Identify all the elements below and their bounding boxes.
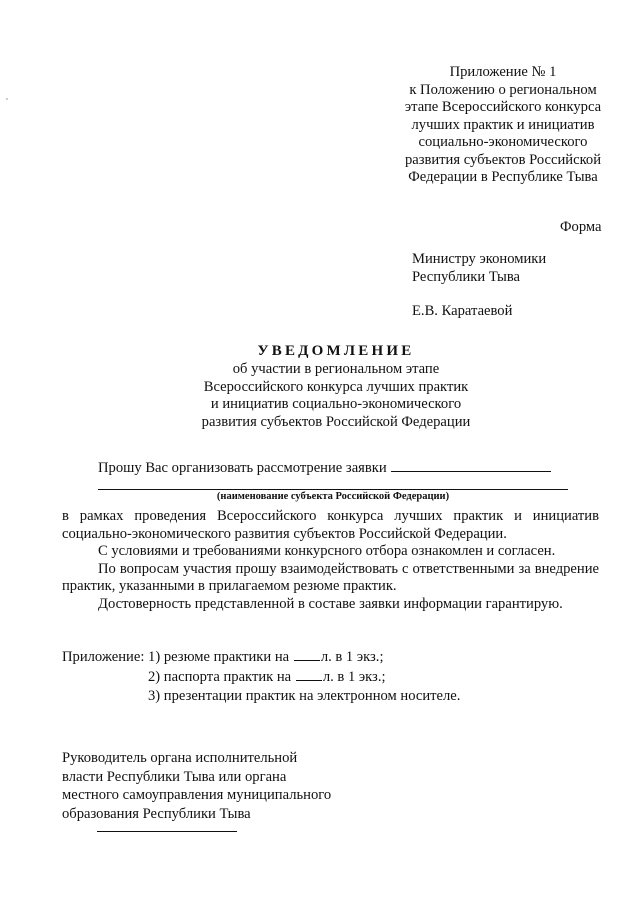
body-paragraph: в рамках проведения Всероссийского конкурса лучших практик и инициатив социально-экономического развития субъектов Российской Федерации. — [62, 508, 599, 542]
title-subline: развития субъектов Российской Федерации — [201, 413, 471, 430]
attachment-text: 3) презентации практик на электронном носителе. — [148, 688, 461, 704]
signer-line: местного самоуправления муниципального — [62, 787, 332, 803]
signer-line: Руководитель органа исполнительной — [62, 750, 298, 766]
notice-body — [62, 508, 599, 613]
appendix-line: к Положению о региональном — [409, 81, 597, 98]
title-subline: об участии в региональном этапе — [232, 361, 440, 377]
addressee-line: Республики Тыва — [412, 268, 521, 285]
request-text: Прошу Вас организовать рассмотрение заявки — [98, 460, 387, 476]
addressee-line: Министру экономики — [412, 251, 547, 267]
attachments-label: Приложение: — [62, 649, 145, 665]
appendix-line: социально-экономического — [418, 134, 588, 150]
application-blank-field[interactable] — [391, 459, 551, 472]
pages-blank-field[interactable] — [294, 648, 320, 661]
appendix-line: лучших практик и инициатив — [411, 116, 595, 133]
attachment-text: 2) паспорта практик на — [148, 668, 292, 685]
subject-caption: (наименование субъекта Российской Федерации) — [216, 491, 450, 502]
document-title — [100, 342, 572, 431]
signer-block — [62, 749, 331, 823]
signature-blank-field[interactable] — [97, 831, 237, 832]
attachment-item — [62, 648, 460, 668]
attachments-list — [62, 648, 460, 707]
request-line — [98, 459, 551, 477]
appendix-header — [383, 64, 623, 187]
attachment-text: 1) резюме практики на — [148, 649, 290, 665]
body-paragraph: Достоверность представленной в составе заявки информации гарантирую. — [98, 595, 563, 612]
appendix-line: Федерации в Республике Тыва — [408, 169, 598, 185]
title-subline: Всероссийского конкурса лучших практик — [203, 378, 469, 395]
attachment-item — [62, 668, 460, 688]
title-main: УВЕДОМЛЕНИЕ — [257, 343, 415, 359]
addressee-block — [412, 251, 546, 321]
attachment-item — [62, 687, 460, 707]
body-paragraph: По вопросам участия прошу взаимодействовать с ответственными за внедрение практик, указанными в прилагаемом резюме практик. — [62, 560, 599, 594]
appendix-line: Приложение № 1 — [449, 64, 557, 80]
addressee-name: Е.В. Каратаевой — [412, 303, 513, 319]
form-label: Форма — [560, 219, 602, 235]
title-subline: и инициатив социально-экономического — [210, 396, 462, 412]
appendix-line: этапе Всероссийского конкурса — [404, 99, 602, 115]
scan-artifact — [6, 98, 8, 100]
signer-line: власти Республики Тыва или органа — [62, 768, 287, 785]
signer-line: образования Республики Тыва — [62, 805, 251, 822]
attachment-text: л. в 1 экз.; — [320, 649, 384, 665]
body-paragraph: С условиями и требованиями конкурсного отбора ознакомлен и согласен. — [98, 543, 556, 559]
attachment-text: л. в 1 экз.; — [322, 668, 386, 685]
appendix-line: развития субъектов Российской — [404, 151, 602, 168]
pages-blank-field[interactable] — [296, 668, 322, 681]
